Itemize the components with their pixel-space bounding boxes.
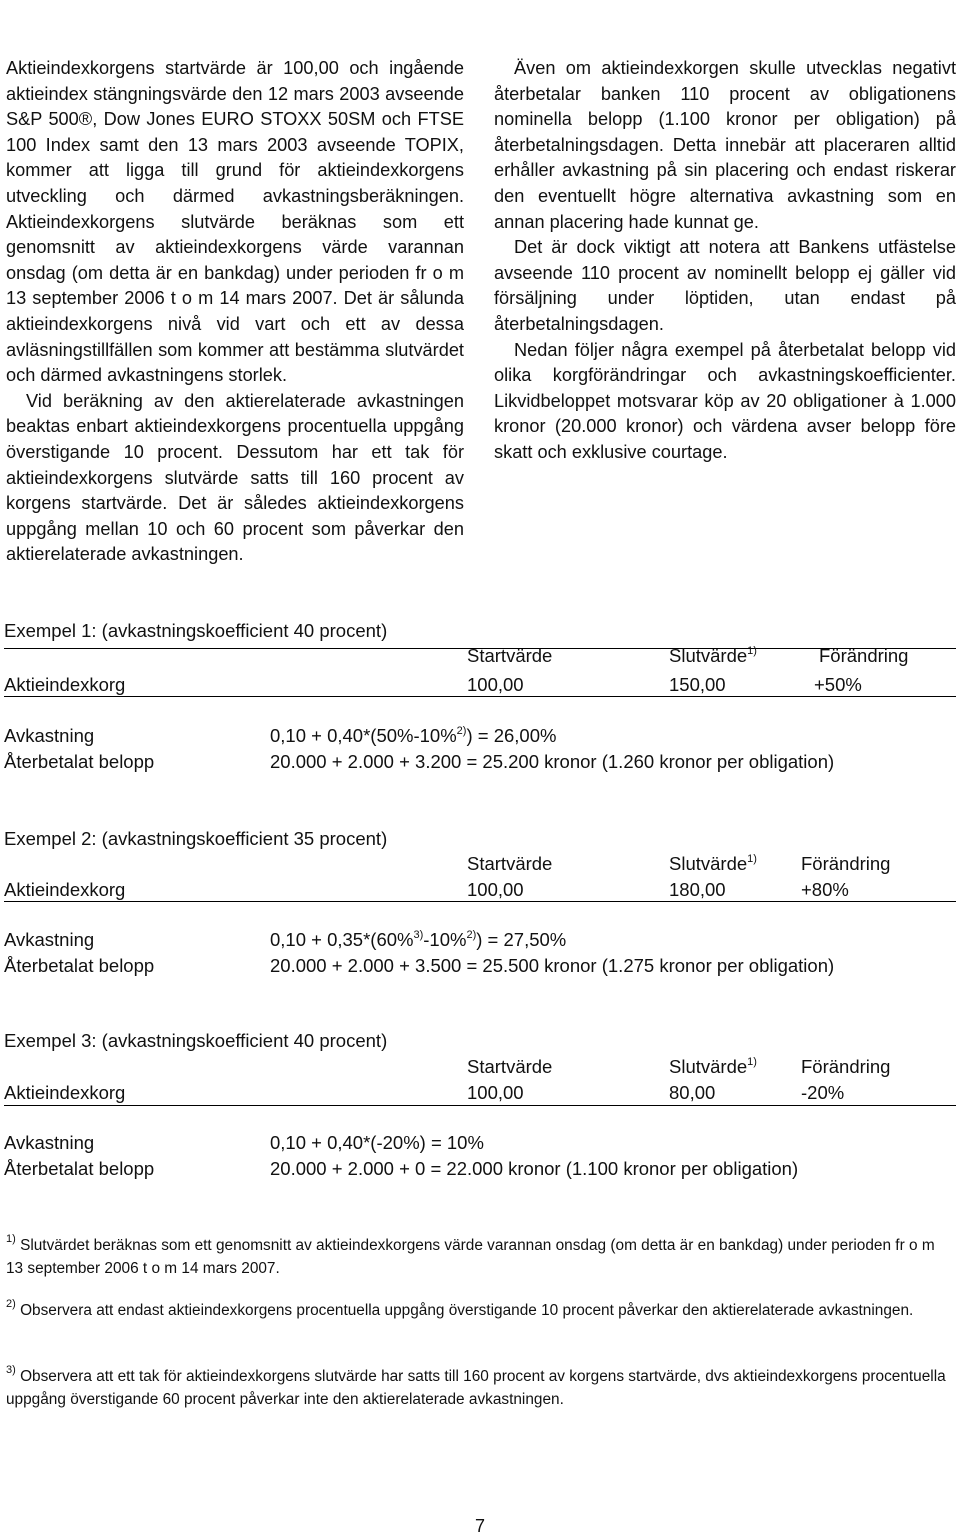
- divider: [4, 696, 956, 697]
- start-value: 100,00: [467, 1082, 524, 1103]
- end-value: 80,00: [669, 1082, 716, 1103]
- start-value: 100,00: [467, 674, 524, 695]
- column-header-change: Förändring: [801, 853, 891, 874]
- body-paragraph: Nedan följer några exempel på återbetalat belopp vid olika korgförändringar och avkastningskoefficienter. Likvidbeloppet motsvarar köp av 20 obligationer à 1.000 kronor (20.000 kronor) och värdena avser belopp före skatt och exklusive courtage.: [494, 339, 956, 462]
- row-label: Aktieindexkorg: [4, 879, 126, 900]
- column-header-start: Startvärde: [467, 853, 553, 874]
- column-header-start: Startvärde: [467, 645, 553, 666]
- return-label: Avkastning: [4, 1132, 95, 1153]
- repaid-label: Återbetalat belopp: [4, 955, 155, 976]
- return-label: Avkastning: [4, 929, 95, 950]
- return-formula: 0,10 + 0,40*(-20%) = 10%: [270, 1132, 484, 1153]
- body-paragraph: Även om aktieindexkorgen skulle utvecklas negativt återbetalar banken 110 procent av obligationens nominella belopp (1.100 kronor per obligation) på återbetalningsdagen. Detta innebär att placeraren alltid erhåller avkastning på sin placering och endast riskerar den eventuellt högre alternativa avkastning som en annan placering hade kunnat ge.: [494, 58, 956, 232]
- repaid-label: Återbetalat belopp: [4, 1158, 155, 1179]
- return-formula: 0,10 + 0,35*(60%$^{3)}$-10%$^{2)}$) = 27,50%: [270, 929, 567, 950]
- divider: [4, 1105, 956, 1106]
- repaid-label: Återbetalat belopp: [4, 751, 155, 772]
- divider: [4, 901, 956, 902]
- row-label: Aktieindexkorg: [4, 1082, 126, 1103]
- end-value: 180,00: [669, 879, 726, 900]
- body-column-left: [6, 56, 464, 568]
- body-paragraph: Det är dock viktigt att notera att Bankens utfästelse avseende 110 procent av nominellt belopp ej gäller vid försäljning under löptiden, utan endast på återbetalningsdagen.: [494, 237, 956, 334]
- column-header-end: Slutvärde$^{1)}$: [669, 853, 757, 874]
- example-title: Exempel 1: (avkastningskoefficient 40 procent): [4, 620, 388, 641]
- footnote-3: $^{3)}$ Observera att ett tak för aktieindexkorgens slutvärde har satts till 160 procent av korgens startvärde, dvs aktieindexkorgens procentuella uppgång överstigande 60 procent påverkar inte den aktierelaterade avkastningen.: [6, 1364, 946, 1408]
- repaid-amount: 20.000 + 2.000 + 0 = 22.000 kronor (1.100 kronor per obligation): [270, 1158, 799, 1179]
- column-header-change: Förändring: [801, 1056, 891, 1077]
- body-column-right: [494, 56, 956, 466]
- start-value: 100,00: [467, 879, 524, 900]
- body-paragraph: Vid beräkning av den aktierelaterade avkastningen beaktas enbart aktieindexkorgens procentuella uppgång överstigande 10 procent. Dessutom har ett tak för aktieindexkorgens slutvärde satts till 160 procent av korgens startvärde. Det är således aktieindexkorgens uppgång mellan 10 och 60 procent som påverkar den aktierelaterade avkastningen.: [6, 390, 464, 565]
- return-formula: 0,10 + 0,40*(50%-10%$^{2)}$) = 26,00%: [270, 725, 557, 746]
- footnote-2: $^{2)}$ Observera att endast aktieindexkorgens procentuella uppgång överstigande 10 procent påverkar den aktierelaterade avkastningen.: [6, 1298, 914, 1319]
- change-value: +80%: [801, 879, 849, 900]
- repaid-amount: 20.000 + 2.000 + 3.500 = 25.500 kronor (1.275 kronor per obligation): [270, 955, 835, 976]
- example-title: Exempel 2: (avkastningskoefficient 35 procent): [4, 828, 388, 849]
- repaid-amount: 20.000 + 2.000 + 3.200 = 25.200 kronor (1.260 kronor per obligation): [270, 751, 835, 772]
- footnote-1: $^{1)}$ Slutvärdet beräknas som ett genomsnitt av aktieindexkorgens värde varannan onsdag (om detta är en bankdag) under perioden fr o m 13 september 2006 t o m 14 mars 2007.: [6, 1233, 935, 1277]
- change-value: -20%: [801, 1082, 845, 1103]
- example-title: Exempel 3: (avkastningskoefficient 40 procent): [4, 1030, 388, 1051]
- return-label: Avkastning: [4, 725, 95, 746]
- body-paragraph: Aktieindexkorgens startvärde är 100,00 och ingående aktieindex stängningsvärde den 12 mars 2003 avseende S&P 500®, Dow Jones EURO STOXX 50SM och FTSE 100 Index samt den 13 mars 2003 avseende TOPIX, kommer att ligga till grund för aktieindexkorgens utveckling och därmed avkastningsberäkningen. Aktieindexkorgens slutvärde beräknas som ett genomsnitt av aktieindexkorgens värde varannan onsdag (om detta är en bankdag) under perioden fr o m 13 september 2006 t o m 14 mars 2007. Det är sålunda aktieindexkorgens nivå vid vart och ett av dessa avläsningstillfällen som kommer att bestämma slutvärdet och därmed avkastningens storlek.: [6, 58, 464, 386]
- column-header-end: Slutvärde$^{1)}$: [669, 1056, 757, 1077]
- row-label: Aktieindexkorg: [4, 674, 126, 695]
- column-header-change: Förändring: [819, 645, 909, 666]
- column-header-end: Slutvärde$^{1)}$: [669, 645, 757, 666]
- end-value: 150,00: [669, 674, 726, 695]
- column-header-start: Startvärde: [467, 1056, 553, 1077]
- change-value: +50%: [814, 674, 862, 695]
- page-number: 7: [474, 1516, 485, 1536]
